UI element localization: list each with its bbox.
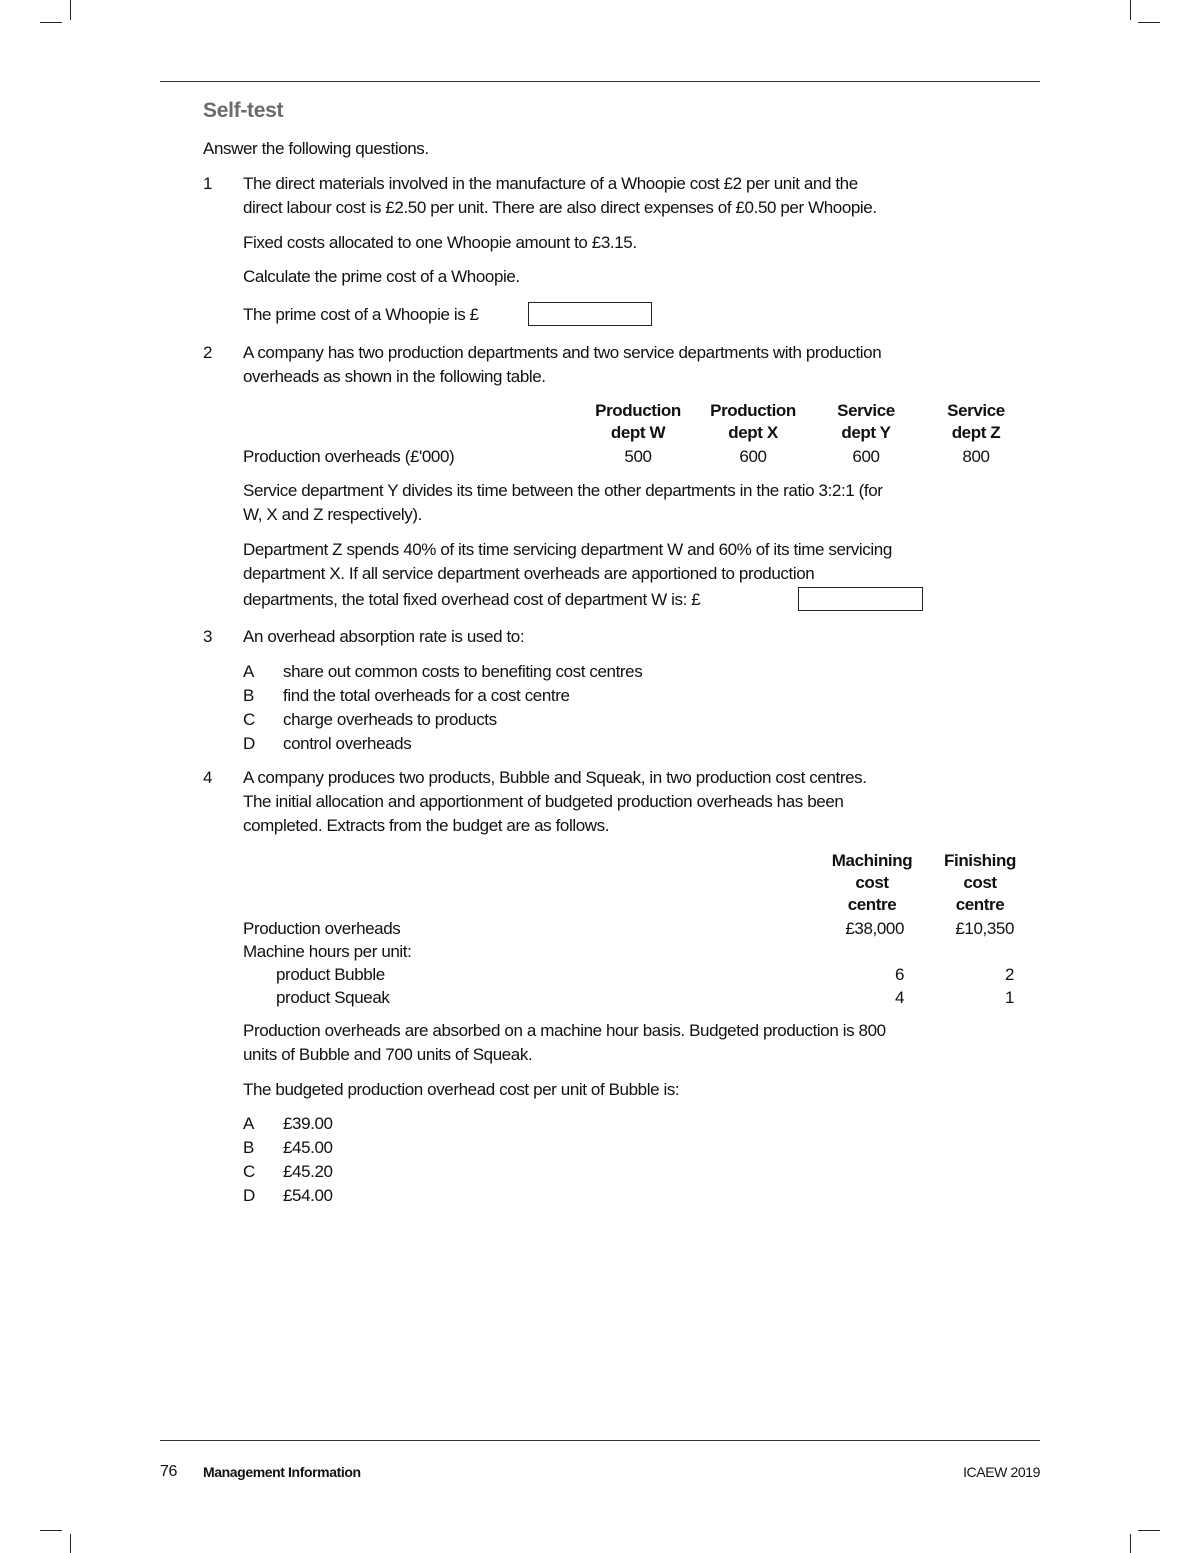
crop-mark-top-right-v <box>1130 0 1131 20</box>
q2-header-dept-y <box>826 400 906 444</box>
question-1-number: 1 <box>203 174 213 193</box>
question-2-para3-line2: department X. If all service department overheads are apportioned to production <box>243 564 815 583</box>
q4-header-finishing <box>937 850 1023 916</box>
q4-option-a-text[interactable]: £39.00 <box>283 1114 333 1133</box>
question-4-text-line1: A company produces two products, Bubble and Squeak, in two production cost centres. <box>243 768 867 787</box>
question-1-answer-prompt: The prime cost of a Whoopie is £ <box>243 305 479 324</box>
q4-row-bubble-machining: 6 <box>894 965 904 984</box>
question-2-para3-line1: Department Z spends 40% of its time servicing department W and 60% of its time servicing <box>243 540 892 559</box>
q3-option-c-letter: C <box>243 710 255 729</box>
q4-row-machine-hours-label: Machine hours per unit: <box>243 942 412 961</box>
q4-row-overheads-machining: £38,000 <box>845 919 904 938</box>
q4-header-machining-l1: Machining <box>831 851 913 870</box>
question-2-para3-line3: departments, the total fixed overhead cost of department W is: £ <box>243 590 701 609</box>
page-title: Self-test <box>203 99 284 122</box>
intro-text: Answer the following questions. <box>203 139 429 158</box>
q4-option-d-letter: D <box>243 1186 255 1205</box>
q2-header-dept-z-l2: dept Z <box>951 423 1001 442</box>
q4-row-squeak-label: product Squeak <box>276 988 390 1007</box>
q2-header-dept-w <box>588 400 688 444</box>
q2-header-dept-y-l1: Service <box>837 401 895 420</box>
q4-option-c-text[interactable]: £45.20 <box>283 1162 333 1181</box>
q2-header-dept-z-l1: Service <box>947 401 1005 420</box>
q2-header-dept-w-l1: Production <box>595 401 681 420</box>
q3-option-c-text[interactable]: charge overheads to products <box>283 710 497 729</box>
q4-option-b-letter: B <box>243 1138 254 1157</box>
q4-row-bubble-finishing: 2 <box>1004 965 1014 984</box>
question-2-number: 2 <box>203 343 213 362</box>
q4-option-c-letter: C <box>243 1162 255 1181</box>
question-4-para2-line2: units of Bubble and 700 units of Squeak. <box>243 1045 533 1064</box>
question-2-para2-line2: W, X and Z respectively). <box>243 505 422 524</box>
q2-header-dept-z <box>936 400 1016 444</box>
q2-value-dept-x: 600 <box>739 447 767 466</box>
q4-row-overheads-label: Production overheads <box>243 919 401 938</box>
q4-option-a-letter: A <box>243 1114 254 1133</box>
q4-row-overheads-finishing: £10,350 <box>955 919 1014 938</box>
crop-mark-bottom-left-h <box>40 1530 62 1531</box>
q3-option-b-text[interactable]: find the total overheads for a cost centre <box>283 686 570 705</box>
q2-value-dept-y: 600 <box>852 447 880 466</box>
q2-value-dept-w: 500 <box>624 447 652 466</box>
q4-option-d-text[interactable]: £54.00 <box>283 1186 333 1205</box>
question-4-text-line3: completed. Extracts from the budget are as follows. <box>243 816 610 835</box>
footer-book-title: Management Information <box>203 1464 361 1480</box>
question-4-para2-line1: Production overheads are absorbed on a machine hour basis. Budgeted production is 800 <box>243 1021 886 1040</box>
question-4-number: 4 <box>203 768 213 787</box>
q2-value-dept-z: 800 <box>962 447 990 466</box>
question-4-para3: The budgeted production overhead cost per unit of Bubble is: <box>243 1080 680 1099</box>
q3-option-a-letter: A <box>243 662 254 681</box>
crop-mark-bottom-right-h <box>1138 1530 1160 1531</box>
q2-header-dept-x <box>703 400 803 444</box>
q2-header-dept-x-l2: dept X <box>728 423 778 442</box>
question-1-instruction: Calculate the prime cost of a Whoopie. <box>243 267 520 286</box>
q4-option-b-text[interactable]: £45.00 <box>283 1138 333 1157</box>
q4-header-machining-l3: centre <box>847 895 897 914</box>
question-1-text-line1: The direct materials involved in the manufacture of a Whoopie cost £2 per unit and the <box>243 174 858 193</box>
q4-header-machining <box>820 850 924 916</box>
question-2-para2-line1: Service department Y divides its time between the other departments in the ratio 3:2:1 (for <box>243 481 883 500</box>
question-1-text-line2: direct labour cost is £2.50 per unit. There are also direct expenses of £0.50 per Whoopie. <box>243 198 877 217</box>
q2-row-label: Production overheads (£'000) <box>243 447 455 466</box>
crop-mark-top-left-h <box>40 22 62 23</box>
q3-option-d-letter: D <box>243 734 255 753</box>
q4-header-finishing-l2: cost <box>963 873 997 892</box>
crop-mark-bottom-right-v <box>1130 1534 1131 1553</box>
q4-header-finishing-l1: Finishing <box>944 851 1016 870</box>
question-4-text-line2: The initial allocation and apportionment of budgeted production overheads has been <box>243 792 844 811</box>
q3-option-b-letter: B <box>243 686 254 705</box>
footer-rule <box>160 1440 1040 1441</box>
question-3-number: 3 <box>203 627 213 646</box>
q3-option-d-text[interactable]: control overheads <box>283 734 412 753</box>
footer-page-number: 76 <box>160 1463 177 1480</box>
q4-row-bubble-label: product Bubble <box>276 965 385 984</box>
question-2-text-line2: overheads as shown in the following table. <box>243 367 546 386</box>
q4-row-squeak-machining: 4 <box>894 988 904 1007</box>
q4-row-squeak-finishing: 1 <box>1004 988 1014 1007</box>
q4-header-machining-l2: cost <box>855 873 889 892</box>
question-3-stem: An overhead absorption rate is used to: <box>243 627 525 646</box>
footer-publisher: ICAEW 2019 <box>963 1464 1040 1480</box>
question-2-text-line1: A company has two production departments and two service departments with production <box>243 343 882 362</box>
q2-header-dept-x-l1: Production <box>710 401 796 420</box>
crop-mark-top-right-h <box>1138 22 1160 23</box>
q2-header-dept-y-l2: dept Y <box>841 423 891 442</box>
q3-option-a-text[interactable]: share out common costs to benefiting cost centres <box>283 662 643 681</box>
q2-header-dept-w-l2: dept W <box>610 423 666 442</box>
crop-mark-top-left-v <box>70 0 71 20</box>
header-rule <box>160 81 1040 82</box>
question-1-answer-input[interactable] <box>528 302 652 326</box>
question-1-fixed-costs: Fixed costs allocated to one Whoopie amount to £3.15. <box>243 233 637 252</box>
question-2-answer-input[interactable] <box>798 587 923 611</box>
q4-header-finishing-l3: centre <box>955 895 1005 914</box>
crop-mark-bottom-left-v <box>70 1534 71 1553</box>
